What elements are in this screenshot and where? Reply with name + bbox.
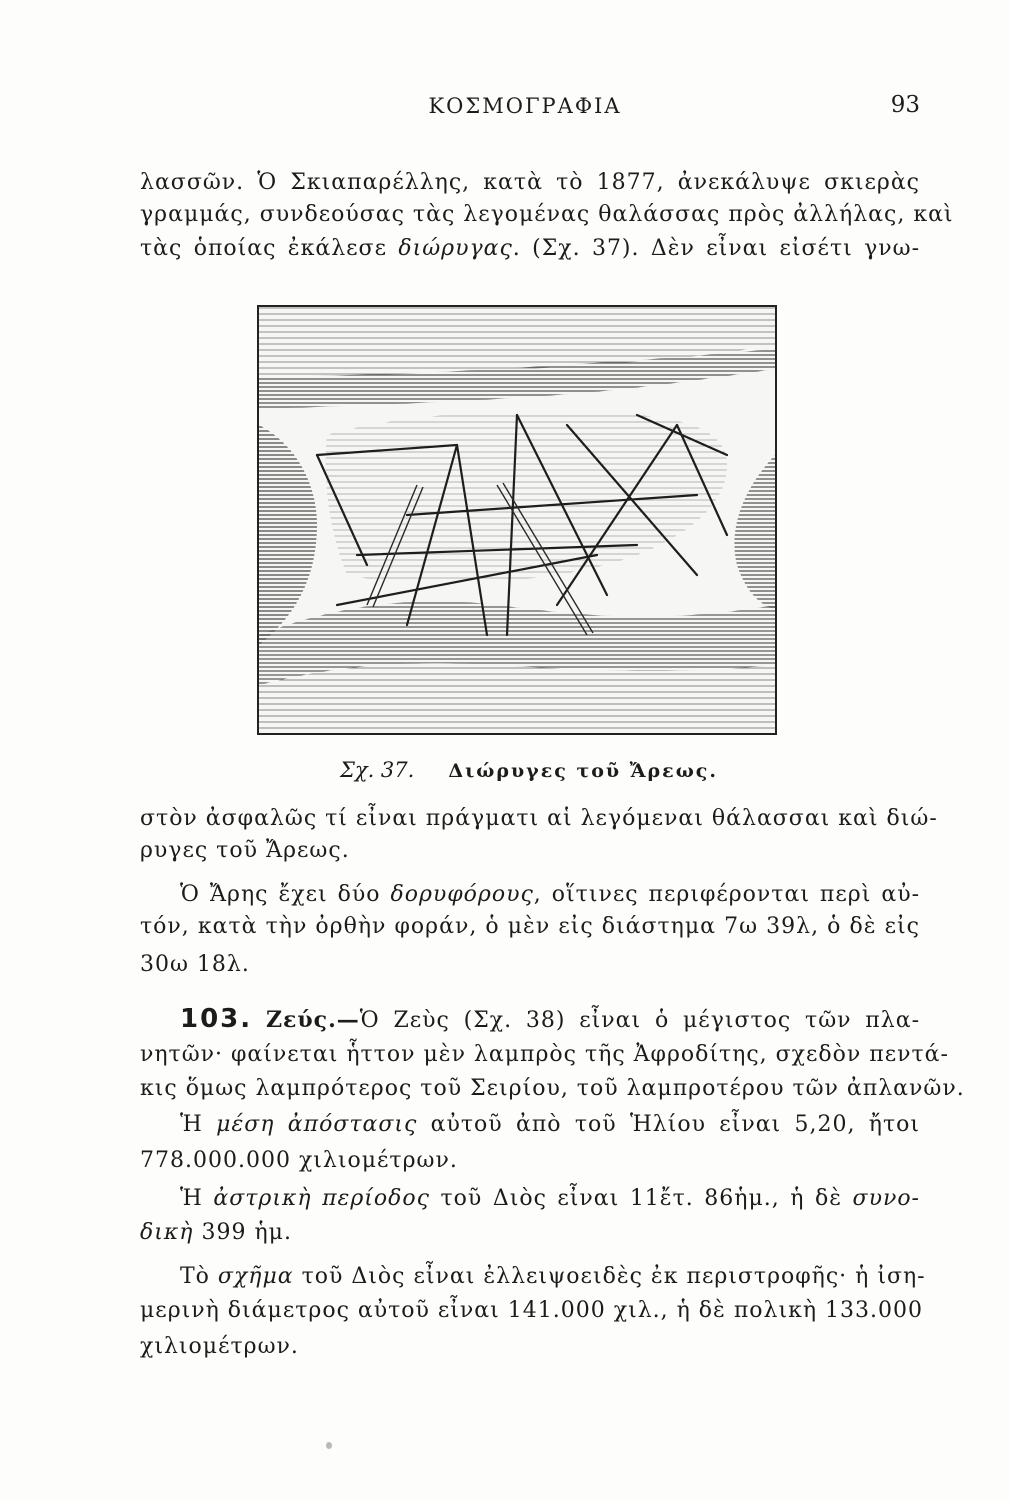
text-line: γραμμάς, συνδεούσας τὰς λεγομένας θαλάσσας πρὸς ἀλλήλας, καὶ — [140, 202, 954, 227]
text-line — [180, 880, 920, 910]
text-line — [180, 1184, 920, 1214]
text-line: τόν, κατὰ τὴν ὀρθὴν φοράν, ὁ μὲν εἰς διάστημα 7ω 39λ, ὁ δὲ εἰς — [140, 914, 920, 939]
text-line: στὸν ἀσφαλῶς τί εἶναι πράγματι αἱ λεγόμεναι θάλασσαι καὶ διώ- — [140, 806, 938, 831]
text-span: Ἡ — [180, 1186, 214, 1211]
figure-number: Σχ. 37. — [340, 758, 415, 782]
section-heading-line — [180, 1004, 920, 1036]
page-number: 93 — [890, 92, 920, 118]
text-line — [180, 1110, 920, 1140]
figure-caption — [340, 758, 760, 788]
term-italic: μέση ἀπόστασις — [216, 1112, 418, 1137]
term-italic: δικὴ — [140, 1220, 194, 1245]
running-title: ΚΟΣΜΟΓΡΑΦΙΑ — [428, 94, 622, 118]
text-line: χιλιομέτρων. — [140, 1334, 299, 1359]
text-span: τὰς ὁποίας ἐκάλεσε — [140, 236, 399, 261]
text-span: τοῦ Διὸς εἶναι 11ἔτ. 86ἡμ., ἡ δὲ — [429, 1186, 853, 1211]
term-italic: σχῆμα — [217, 1264, 294, 1289]
text-line: μερινὴ διάμετρος αὐτοῦ εἶναι 141.000 χιλ., ἡ δὲ πολικὴ 133.000 — [140, 1298, 924, 1323]
text-span: αὐτοῦ ἀπὸ τοῦ Ἡλίου εἶναι 5,20, ἤτοι — [417, 1112, 920, 1137]
text-line — [140, 234, 920, 264]
text-line: νητῶν· φαίνεται ἧττον μὲν λαμπρὸς τῆς Ἀφροδίτης, σχεδὸν πεντά- — [140, 1042, 949, 1067]
text-line: κις ὅμως λαμπρότερος τοῦ Σειρίου, τοῦ λαμπροτέρου τῶν ἀπλανῶν. — [140, 1076, 965, 1101]
text-span: Ὁ Ἄρης ἔχει δύο — [180, 882, 391, 907]
term-italic: συνο- — [852, 1186, 920, 1211]
text-line: 778.000.000 χιλιομέτρων. — [140, 1148, 458, 1173]
term-italic: διώρυγας — [398, 236, 513, 261]
text-line: λασσῶν. Ὁ Σκιαπαρέλλης, κατὰ τὸ 1877, ἀνεκάλυψε σκιερὰς — [140, 170, 920, 195]
section-number: 103. — [180, 1004, 253, 1034]
text-span: Ὁ Ζεὺς (Σχ. 38) εἶναι ὁ μέγιστος τῶν πλα- — [359, 1008, 921, 1033]
text-line: 30ω 18λ. — [140, 952, 250, 977]
text-span: Τὸ — [180, 1264, 218, 1289]
text-span: Ἡ — [180, 1112, 217, 1137]
figure-title: Διώρυγες τοῦ Ἄρεως. — [448, 760, 718, 782]
term-italic: ἀστρικὴ περίοδος — [213, 1186, 430, 1211]
text-span: τοῦ Διὸς εἶναι ἐλλειψοειδὲς ἐκ περιστροφῆς· ἡ ἰση- — [293, 1264, 926, 1289]
running-head — [130, 92, 920, 124]
text-line — [180, 1262, 926, 1292]
text-span: 399 ἡμ. — [193, 1220, 292, 1245]
text-line: ρυγες τοῦ Ἄρεως. — [140, 838, 350, 863]
section-title: Ζεύς.— — [265, 1007, 360, 1033]
mars-canals-figure — [257, 305, 777, 735]
ink-speck — [326, 1442, 332, 1449]
text-line — [140, 1218, 920, 1248]
text-span: , οἵτινες περιφέρονται περὶ αὐ- — [533, 882, 921, 907]
term-italic: δορυφόρους — [390, 882, 534, 907]
text-span: . (Σχ. 37). Δὲν εἶναι εἰσέτι γνω- — [512, 236, 920, 261]
